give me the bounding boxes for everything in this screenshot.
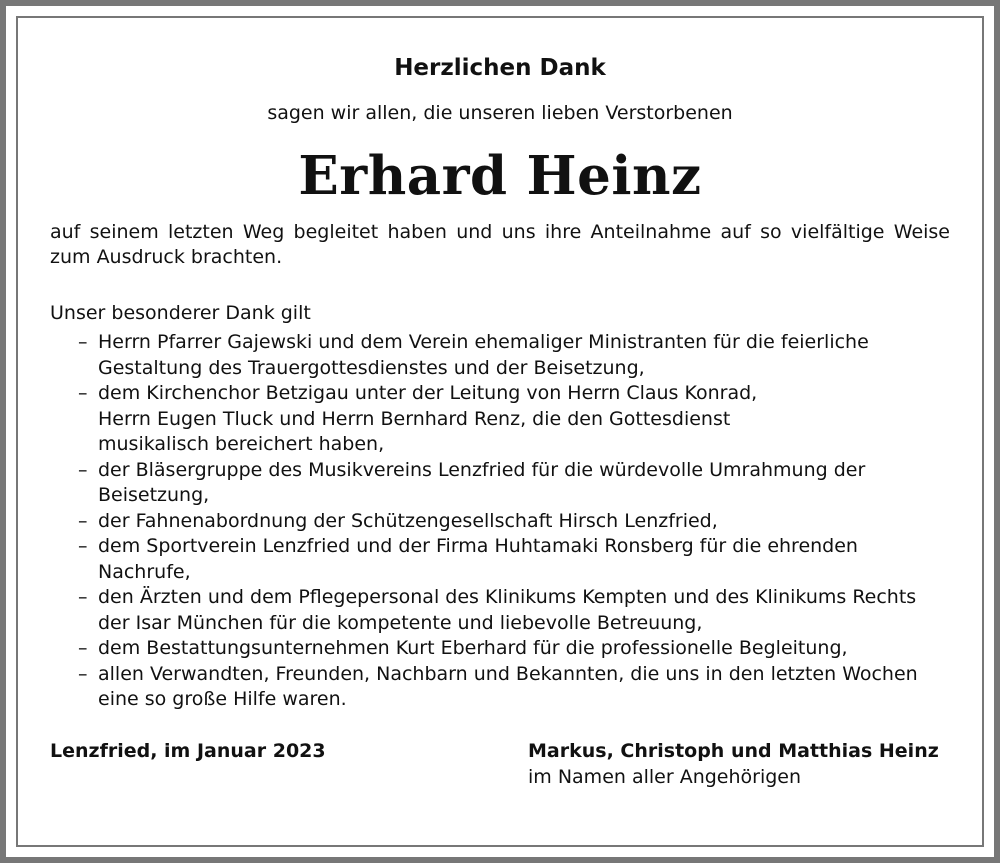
thanks-item-text: Herrn Eugen Tluck und Herrn Bernhard Renz, die den Gottesdienst <box>98 407 731 430</box>
list-dash: – <box>78 382 88 404</box>
list-dash: – <box>78 331 88 353</box>
thanks-item-text: Herrn Pfarrer Gajewski und dem Verein ehemaliger Ministranten für die feierliche Gestaltung des Trauergottesdienstes und der Beisetzung, <box>98 331 869 379</box>
thanks-item-text: der Bläsergruppe des Musikvereins Lenzfried für die würdevolle Umrahmung der Beisetzung, <box>98 458 866 506</box>
notice-heading: Herzlichen Dank <box>394 55 606 81</box>
list-dash: – <box>78 509 88 532</box>
thanks-intro: Unser besonderer Dank gilt <box>50 302 311 324</box>
thanks-item-text: dem Sportverein Lenzfried und der Firma Huhtamaki Ronsberg für die ehrenden Nachrufe, <box>98 535 858 583</box>
notice-subheading: sagen wir allen, die unseren lieben Verstorbenen <box>267 102 733 124</box>
signature-block <box>528 738 939 790</box>
thanks-item <box>50 534 950 585</box>
thanks-item <box>50 636 950 662</box>
signers: Markus, Christoph und Matthias Heinz <box>528 739 939 762</box>
thanks-item-text: allen Verwandten, Freunden, Nachbarn und Bekannten, die uns in den letzten Wochen eine so große Hilfe waren. <box>98 662 918 710</box>
place-date: Lenzfried, im Januar 2023 <box>50 739 326 762</box>
thanks-item-text: musikalisch bereichert haben, <box>98 433 385 455</box>
thanks-item-text: den Ärzten und dem Pflegepersonal des Klinikums Kempten und des Klinikums Rechts der Isar München für die kompetente und liebevolle Betreuung, <box>98 586 917 634</box>
list-dash: – <box>78 662 88 685</box>
list-dash: – <box>78 458 88 481</box>
thanks-item <box>50 330 950 381</box>
thanks-item-text: dem Kirchenchor Betzigau unter der Leitung von Herrn Claus Konrad, <box>98 382 758 404</box>
thanks-item <box>50 458 950 509</box>
thanks-item-text: dem Bestattungsunternehmen Kurt Eberhard für die professionelle Begleitung, <box>98 637 848 659</box>
list-dash: – <box>78 637 88 659</box>
thanks-item <box>50 662 950 713</box>
thanks-item-text: der Fahnenabordnung der Schützengesellschaft Hirsch Lenzfried, <box>98 509 718 532</box>
intro-paragraph: auf seinem letzten Weg begleitet haben und uns ihre Anteilnahme auf so vielfältige Weise zum Ausdruck brachten. <box>50 221 950 268</box>
list-dash: – <box>78 535 88 557</box>
obituary-thanks-notice <box>50 52 950 798</box>
list-dash: – <box>78 586 88 608</box>
thanks-item <box>50 381 950 407</box>
signers-note: im Namen aller Angehörigen <box>528 765 802 788</box>
thanks-item-continuation <box>50 407 950 433</box>
thanks-item <box>50 509 950 535</box>
thanks-item <box>50 585 950 636</box>
thanks-list <box>50 330 950 713</box>
thanks-item-continuation <box>50 432 950 458</box>
notice-footer <box>50 738 950 798</box>
deceased-name: Erhard Heinz <box>298 145 702 207</box>
